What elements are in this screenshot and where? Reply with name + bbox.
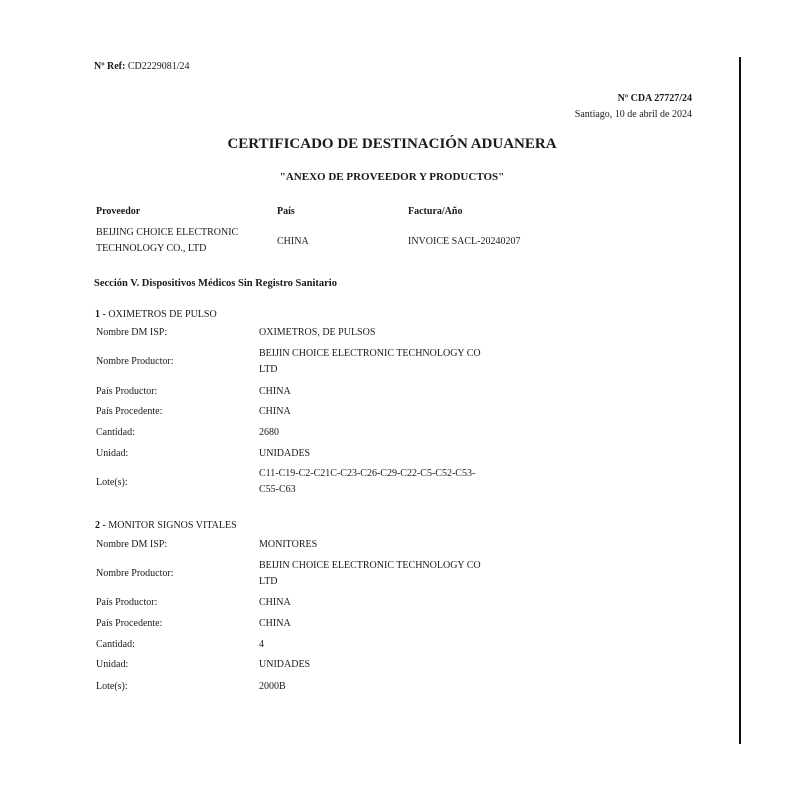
reference-number [94, 61, 190, 72]
supplier-name-line2: TECHNOLOGY CO., LTD [96, 243, 207, 254]
p2-productor-line2: LTD [259, 576, 278, 587]
p2-unidad-value: UNIDADES [259, 659, 311, 670]
p1-productor-line1: BEIJIN CHOICE ELECTRONIC TECHNOLOGY CO [259, 348, 481, 359]
p2-unidad-label: Unidad: [96, 659, 129, 670]
p1-lote-line1: C11-C19-C2-C21C-C23-C26-C29-C22-C5-C52-C53- [259, 468, 476, 479]
product-1-heading [95, 309, 217, 320]
col-header-proveedor: Proveedor [96, 206, 141, 217]
p2-productor-value [259, 558, 481, 590]
p1-unidad-label: Unidad: [96, 448, 129, 459]
p1-unidad-value: UNIDADES [259, 448, 311, 459]
p1-cantidad-value: 2680 [259, 427, 279, 438]
ref-value: CD2229081/24 [127, 61, 190, 72]
product-1-number: 1 - [95, 309, 106, 320]
section-title: Sección V. Dispositivos Médicos Sin Registro Sanitario [94, 278, 337, 289]
supplier-invoice: INVOICE SACL-20240207 [408, 236, 521, 247]
p1-lote-value [259, 466, 475, 498]
p1-productor-value [259, 346, 481, 378]
product-1-name: OXIMETROS DE PULSO [108, 309, 217, 320]
col-header-pais: País [277, 206, 295, 217]
p1-pais-procedente-value: CHINA [259, 406, 291, 417]
p1-nombre-dm-label: Nombre DM ISP: [96, 327, 168, 338]
cda-number: Nº CDA 27727/24 [617, 93, 692, 104]
col-header-factura: Factura/Año [408, 206, 463, 217]
p1-nombre-dm-value: OXIMETROS, DE PULSOS [259, 327, 376, 338]
p2-lote-label: Lote(s): [96, 681, 128, 692]
p1-lote-line2: C55-C63 [259, 484, 296, 495]
p1-pais-productor-label: País Productor: [96, 386, 158, 397]
supplier-name [96, 225, 238, 257]
supplier-country: CHINA [277, 236, 309, 247]
p2-pais-procedente-value: CHINA [259, 618, 291, 629]
p2-cantidad-label: Cantidad: [96, 639, 135, 650]
p1-pais-procedente-label: País Procedente: [96, 406, 163, 417]
p1-cantidad-label: Cantidad: [96, 427, 135, 438]
supplier-name-line1: BEIJING CHOICE ELECTRONIC [96, 227, 239, 238]
date-line: Santiago, 10 de abril de 2024 [574, 109, 692, 120]
p2-lote-value: 2000B [259, 681, 286, 692]
p2-pais-procedente-label: País Procedente: [96, 618, 163, 629]
p1-lote-label: Lote(s): [96, 477, 128, 488]
p2-nombre-dm-label: Nombre DM ISP: [96, 539, 168, 550]
ref-label: Nº Ref: [94, 61, 126, 72]
p1-productor-label: Nombre Productor: [96, 356, 174, 367]
p2-cantidad-value: 4 [259, 639, 264, 650]
product-2-name: MONITOR SIGNOS VITALES [108, 520, 237, 531]
page-title: CERTIFICADO DE DESTINACIÓN ADUANERA [227, 136, 557, 152]
p1-pais-productor-value: CHINA [259, 386, 291, 397]
p1-productor-line2: LTD [259, 364, 278, 375]
p2-pais-productor-value: CHINA [259, 597, 291, 608]
product-2-heading [95, 520, 237, 531]
p2-pais-productor-label: País Productor: [96, 597, 158, 608]
product-2-number: 2 - [95, 520, 106, 531]
page-subtitle: "ANEXO DE PROVEEDOR Y PRODUCTOS" [279, 171, 505, 183]
p2-productor-label: Nombre Productor: [96, 568, 174, 579]
p2-productor-line1: BEIJIN CHOICE ELECTRONIC TECHNOLOGY CO [259, 560, 481, 571]
p2-nombre-dm-value: MONITORES [259, 539, 318, 550]
page-edge-line [739, 57, 741, 744]
